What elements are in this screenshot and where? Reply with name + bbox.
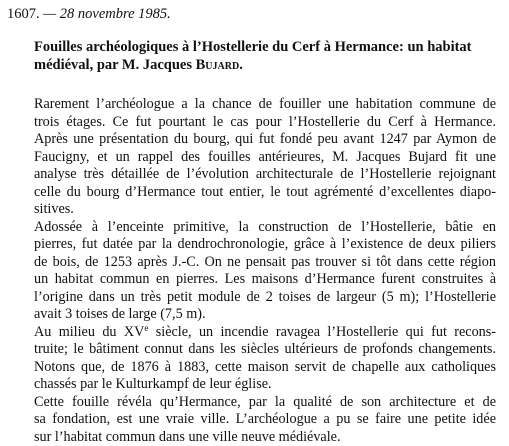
article-body [34,96,496,446]
body-line: Faucigny, et un rappel des fouilles antérieures, M. Jacques Bujard fit une [34,149,496,167]
century-rest: siècle, un incendie ravagea l’Hostellerie qui fut recons- [156,324,496,340]
century-superscript: e [144,323,148,333]
title-line-2 [34,56,496,74]
body-line-century [34,324,496,342]
body-line: Cette fouille révéla qu’Hermance, par la qualité de son architecture et de [34,394,496,412]
body-line: Rarement l’archéologue a la chance de fouiller une habitation commune de [34,96,496,114]
century-prefix: Au milieu du XV [34,324,144,340]
body-line: truite; le bâtiment connut dans les siècles ultérieurs de profonds changements. [34,341,496,359]
body-line: l’origine dans un très petit module de 2 toises de largeur (5 m); l’Hostellerie [34,289,496,307]
body-line: sitives. [34,201,496,219]
body-line: celle du bourg d’Hermance tout entier, le tout agrémenté d’excellentes diapo- [34,184,496,202]
author-surname: Bujard [196,57,240,73]
title-line-1: Fouilles archéologiques à l’Hostellerie du Cerf à Hermance: un habitat [34,38,496,56]
body-line: de bois, de 1253 après J.-C. On ne pensait pas trouver si tôt dans cette région [34,254,496,272]
body-line: Adossée à l’enceinte primitive, la construction de l’Hostellerie, bâtie en [34,219,496,237]
body-line: pierres, fut datée par la dendrochronologie, grâce à l’existence de deux piliers [34,236,496,254]
body-line: sa fondation, est une vraie ville. L’archéologue a pu se faire une petite idée [34,411,496,429]
title-line-2-suffix: . [239,57,243,73]
body-line: sur l’habitat commun dans une ville neuve médiévale. [34,429,496,446]
body-line: Après une présentation du bourg, qui fut fondé peu avant 1247 par Aymon de [34,131,496,149]
entry-number: 1607. [7,6,40,22]
entry-header [7,5,171,23]
body-line: Notons que, de 1876 à 1883, cette maison servit de chapelle aux catholiques [34,359,496,377]
body-line: trois étages. Ce fut pourtant le cas pour l’Hostellerie du Cerf à Hermance. [34,114,496,132]
title-line-2-prefix: médiéval, par M. Jacques [34,57,196,73]
body-line: avait 3 toises de large (7,5 m). [34,306,496,324]
article-title [34,38,496,74]
body-line: un habitat commun en pierres. Les maisons d’Hermance furent construites à [34,271,496,289]
entry-date: — 28 novembre 1985. [43,6,171,22]
body-line: chassés par le Kulturkampf de leur église. [34,376,496,394]
body-line: analyse très détaillée de l’évolution architecturale de l’Hostellerie rejoignant [34,166,496,184]
